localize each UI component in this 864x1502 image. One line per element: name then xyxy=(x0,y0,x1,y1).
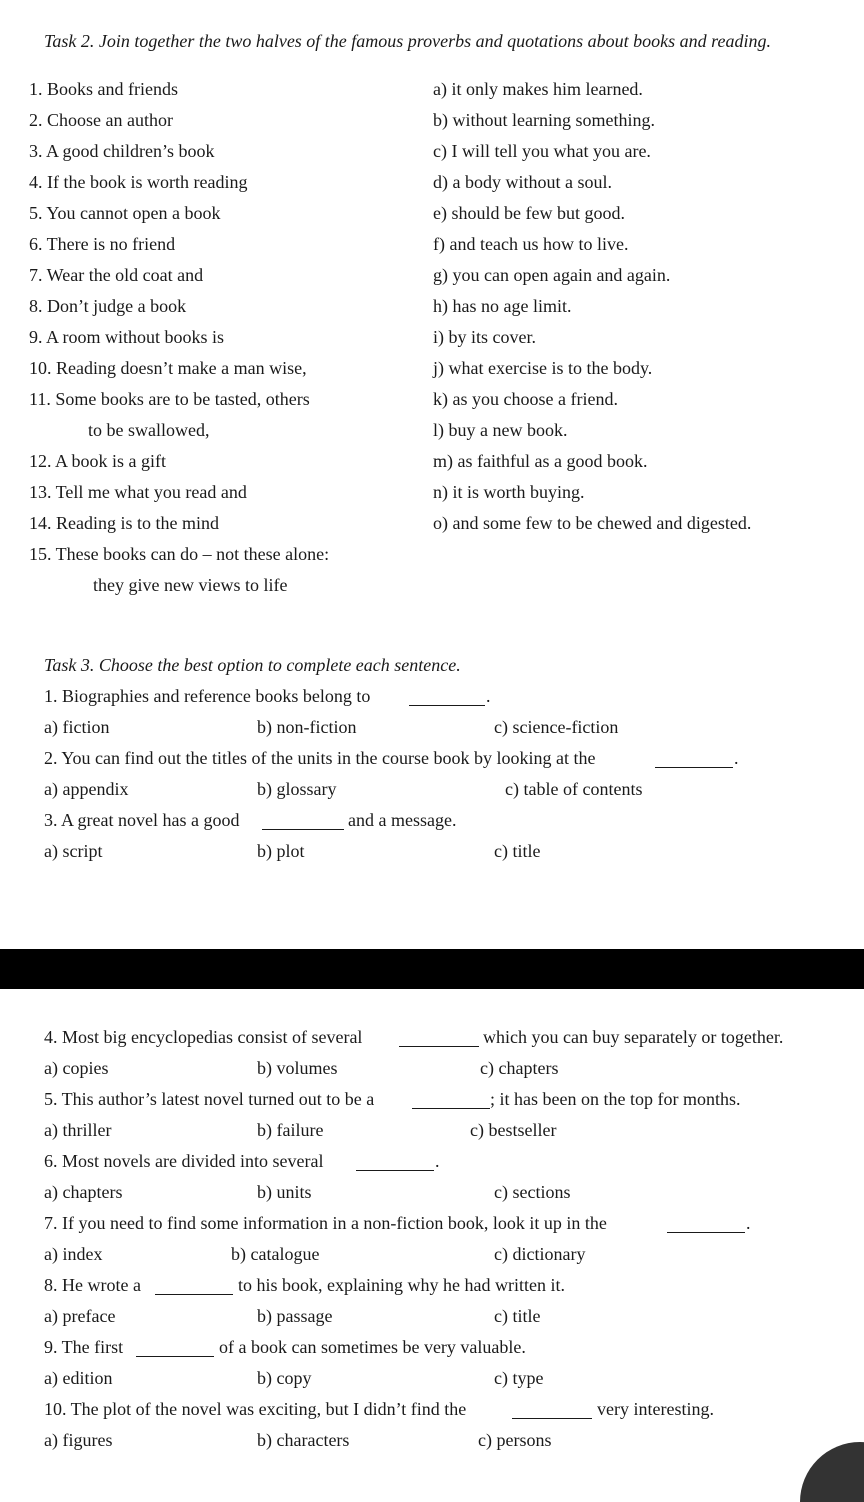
option-5b: b) failure xyxy=(257,1120,324,1140)
question-1-end: . xyxy=(486,686,491,706)
option-6b: b) units xyxy=(257,1182,312,1202)
option-3c: c) title xyxy=(494,841,541,861)
option-6c: c) sections xyxy=(494,1182,571,1202)
answer-blank-7[interactable] xyxy=(667,1232,745,1233)
question-1: 1. Biographies and reference books belong to xyxy=(44,686,371,706)
proverb-start-6: 6. There is no friend xyxy=(29,234,176,254)
option-4c: c) chapters xyxy=(480,1058,559,1078)
proverb-end-m: m) as faithful as a good book. xyxy=(433,451,648,471)
option-4a: a) copies xyxy=(44,1058,109,1078)
answer-blank-2[interactable] xyxy=(655,767,733,768)
question-4-end: which you can buy separately or together. xyxy=(483,1027,784,1047)
option-7a: a) index xyxy=(44,1244,103,1264)
option-8b: b) passage xyxy=(257,1306,333,1326)
black-band xyxy=(0,949,864,989)
proverb-end-a: a) it only makes him learned. xyxy=(433,79,643,99)
question-6-end: . xyxy=(435,1151,440,1171)
proverb-start-2: 2. Choose an author xyxy=(29,110,173,130)
question-6: 6. Most novels are divided into several xyxy=(44,1151,324,1171)
option-9b: b) copy xyxy=(257,1368,312,1388)
proverb-start-7: 7. Wear the old coat and xyxy=(29,265,204,285)
answer-blank-5[interactable] xyxy=(412,1108,490,1109)
proverb-end-n: n) it is worth buying. xyxy=(433,482,585,502)
proverb-start-8: 8. Don’t judge a book xyxy=(29,296,187,316)
proverb-start-11-cont: to be swallowed, xyxy=(88,420,210,440)
proverb-start-11: 11. Some books are to be tasted, others xyxy=(29,389,310,409)
proverb-start-15-cont: they give new views to life xyxy=(93,575,288,595)
proverb-start-4: 4. If the book is worth reading xyxy=(29,172,248,192)
proverb-end-c: c) I will tell you what you are. xyxy=(433,141,651,161)
option-5c: c) bestseller xyxy=(470,1120,557,1140)
proverb-start-5: 5. You cannot open a book xyxy=(29,203,221,223)
option-9c: c) type xyxy=(494,1368,544,1388)
answer-blank-3[interactable] xyxy=(262,829,344,830)
task2-title: Task 2. Join together the two halves of the famous proverbs and quotations about books and reading. xyxy=(44,31,771,51)
question-2: 2. You can find out the titles of the units in the course book by looking at the xyxy=(44,748,596,768)
question-9-end: of a book can sometimes be very valuable. xyxy=(219,1337,526,1357)
answer-blank-9[interactable] xyxy=(136,1356,214,1357)
task3-title: Task 3. Choose the best option to complete each sentence. xyxy=(44,655,461,675)
corner-shape xyxy=(800,1442,864,1502)
option-5a: a) thriller xyxy=(44,1120,112,1140)
option-10c: c) persons xyxy=(478,1430,552,1450)
proverb-end-j: j) what exercise is to the body. xyxy=(433,358,653,378)
proverb-end-f: f) and teach us how to live. xyxy=(433,234,629,254)
option-7c: c) dictionary xyxy=(494,1244,586,1264)
proverb-start-14: 14. Reading is to the mind xyxy=(29,513,219,533)
option-2b: b) glossary xyxy=(257,779,337,799)
option-9a: a) edition xyxy=(44,1368,113,1388)
option-2c: c) table of contents xyxy=(505,779,643,799)
option-10a: a) figures xyxy=(44,1430,113,1450)
proverb-end-d: d) a body without a soul. xyxy=(433,172,612,192)
question-8-end: to his book, explaining why he had written it. xyxy=(238,1275,565,1295)
option-6a: a) chapters xyxy=(44,1182,123,1202)
proverb-end-k: k) as you choose a friend. xyxy=(433,389,618,409)
question-10: 10. The plot of the novel was exciting, but I didn’t find the xyxy=(44,1399,467,1419)
option-8c: c) title xyxy=(494,1306,541,1326)
proverb-start-12: 12. A book is a gift xyxy=(29,451,167,471)
proverb-end-e: e) should be few but good. xyxy=(433,203,625,223)
answer-blank-1[interactable] xyxy=(409,705,485,706)
proverb-start-13: 13. Tell me what you read and xyxy=(29,482,247,502)
question-7-end: . xyxy=(746,1213,751,1233)
question-10-end: very interesting. xyxy=(597,1399,714,1419)
option-7b: b) catalogue xyxy=(231,1244,320,1264)
answer-blank-6[interactable] xyxy=(356,1170,434,1171)
question-4: 4. Most big encyclopedias consist of several xyxy=(44,1027,363,1047)
proverb-end-g: g) you can open again and again. xyxy=(433,265,671,285)
proverb-end-l: l) buy a new book. xyxy=(433,420,568,440)
answer-blank-8[interactable] xyxy=(155,1294,233,1295)
proverb-end-b: b) without learning something. xyxy=(433,110,655,130)
proverb-start-10: 10. Reading doesn’t make a man wise, xyxy=(29,358,307,378)
proverb-end-i: i) by its cover. xyxy=(433,327,536,347)
proverb-end-o: o) and some few to be chewed and digested. xyxy=(433,513,752,533)
answer-blank-4[interactable] xyxy=(399,1046,479,1047)
option-8a: a) preface xyxy=(44,1306,116,1326)
question-5-end: ; it has been on the top for months. xyxy=(490,1089,741,1109)
proverb-start-1: 1. Books and friends xyxy=(29,79,178,99)
question-5: 5. This author’s latest novel turned out to be a xyxy=(44,1089,375,1109)
option-4b: b) volumes xyxy=(257,1058,338,1078)
question-3: 3. A great novel has a good xyxy=(44,810,240,830)
proverb-start-3: 3. A good children’s book xyxy=(29,141,215,161)
option-3a: a) script xyxy=(44,841,103,861)
option-1b: b) non-fiction xyxy=(257,717,357,737)
proverb-start-15: 15. These books can do – not these alone: xyxy=(29,544,330,564)
answer-blank-10[interactable] xyxy=(512,1418,592,1419)
option-10b: b) characters xyxy=(257,1430,350,1450)
option-2a: a) appendix xyxy=(44,779,129,799)
option-1a: a) fiction xyxy=(44,717,110,737)
question-9: 9. The first xyxy=(44,1337,124,1357)
question-7: 7. If you need to find some information in a non-fiction book, look it up in the xyxy=(44,1213,607,1233)
question-2-end: . xyxy=(734,748,739,768)
option-1c: c) science-fiction xyxy=(494,717,619,737)
proverb-end-h: h) has no age limit. xyxy=(433,296,572,316)
question-3-end: and a message. xyxy=(348,810,457,830)
question-8: 8. He wrote a xyxy=(44,1275,141,1295)
proverb-start-9: 9. A room without books is xyxy=(29,327,225,347)
option-3b: b) plot xyxy=(257,841,305,861)
